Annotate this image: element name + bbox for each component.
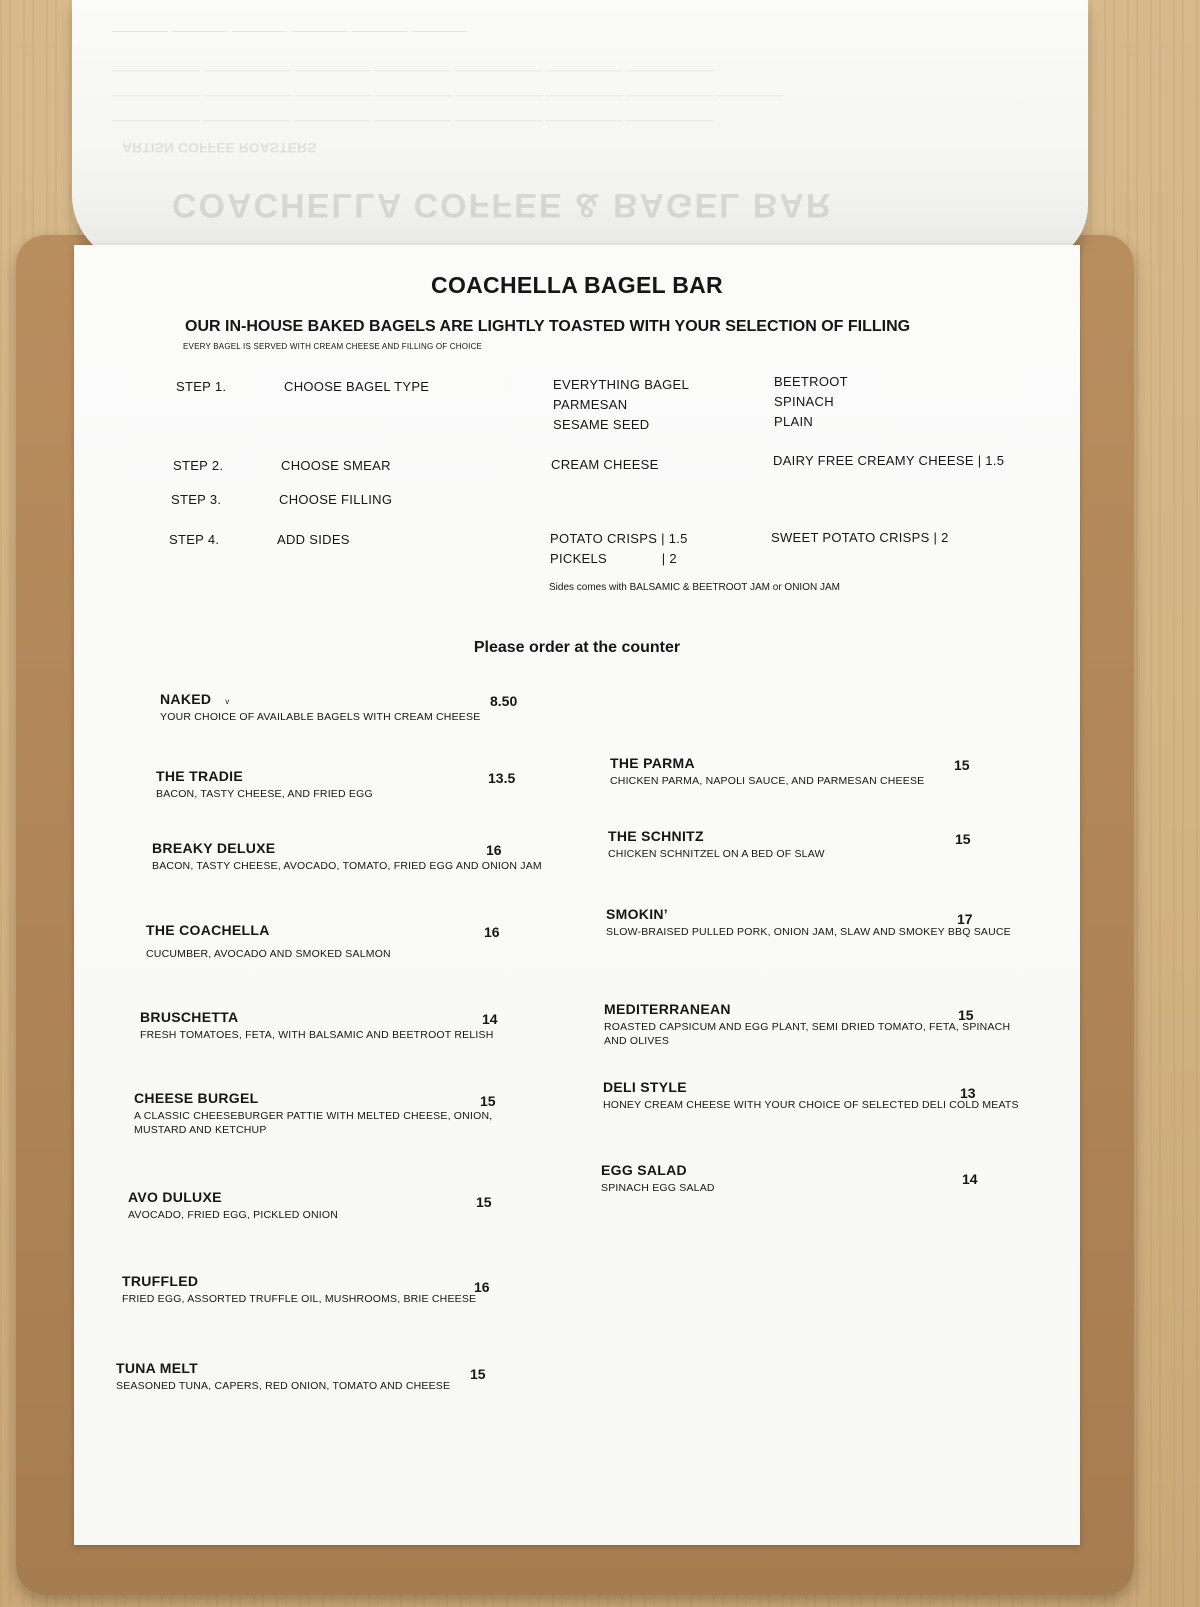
menu-item <box>610 755 950 788</box>
item-description: ROASTED CAPSICUM AND EGG PLANT, SEMI DRIED TOMATO, FETA, SPINACH AND OLIVES <box>604 1021 1011 1047</box>
option-parmesan: PARMESAN <box>553 397 628 412</box>
item-description: SPINACH EGG SALAD <box>601 1182 715 1194</box>
sides-note: Sides comes with BALSAMIC & BEETROOT JAM or ONION JAM <box>549 582 840 593</box>
menu-item <box>608 828 948 861</box>
menu-item <box>160 691 490 724</box>
menu-item <box>140 1009 500 1042</box>
option-everything-bagel: EVERYTHING BAGEL <box>553 377 690 392</box>
item-name: NAKED <box>160 691 212 707</box>
menu-item <box>134 1090 539 1137</box>
option-cream-cheese: CREAM CHEESE <box>551 457 659 472</box>
menu-note: EVERY BAGEL IS SERVED WITH CREAM CHEESE AND FILLING OF CHOICE <box>183 342 483 351</box>
item-name: THE COACHELLA <box>146 922 270 938</box>
option-sweet-potato-crisps: SWEET POTATO CRISPS | 2 <box>771 530 949 545</box>
item-description: YOUR CHOICE OF AVAILABLE BAGELS WITH CREAM CHEESE <box>160 711 481 723</box>
item-description: BACON, TASTY CHEESE, AND FRIED EGG <box>156 788 373 800</box>
flipped-back-page <box>72 0 1088 265</box>
menu-item <box>128 1189 458 1222</box>
item-price: 13.5 <box>488 770 516 786</box>
item-description: A CLASSIC CHEESEBURGER PATTIE WITH MELTED CHEESE, ONION, MUSTARD AND KETCHUP <box>134 1110 493 1136</box>
item-price: 16 <box>486 842 502 858</box>
step-3-label: STEP 3. <box>171 492 222 507</box>
step-4-action: ADD SIDES <box>277 532 350 547</box>
item-price: 16 <box>474 1279 490 1295</box>
item-description: FRESH TOMATOES, FETA, WITH BALSAMIC AND BEETROOT RELISH <box>140 1029 494 1041</box>
item-name: MEDITERRANEAN <box>604 1001 731 1017</box>
vegetarian-mark: v <box>225 697 230 706</box>
item-description: CHICKEN PARMA, NAPOLI SAUCE, AND PARMESAN CHEESE <box>610 775 925 787</box>
menu-page <box>74 245 1080 1545</box>
menu-title: COACHELLA BAGEL BAR <box>431 272 723 298</box>
option-pickels: PICKELS | 2 <box>550 551 677 566</box>
item-description: BACON, TASTY CHEESE, AVOCADO, TOMATO, FRIED EGG AND ONION JAM <box>152 860 542 872</box>
item-description: AVOCADO, FRIED EGG, PICKLED ONION <box>128 1209 339 1221</box>
item-price: 15 <box>480 1093 496 1109</box>
item-name: CHEESE BURGEL <box>134 1090 259 1106</box>
option-potato-crisps: POTATO CRISPS | 1.5 <box>550 531 688 546</box>
step-3-action: CHOOSE FILLING <box>279 492 393 507</box>
item-price: 15 <box>476 1194 492 1210</box>
item-price: 15 <box>958 1007 974 1023</box>
option-beetroot: BEETROOT <box>774 374 848 389</box>
menu-subtitle: OUR IN-HOUSE BAKED BAGELS ARE LIGHTLY TOASTED WITH YOUR SELECTION OF FILLING <box>185 318 911 335</box>
back-page-heading: COACHELLA COFFEE & BAGEL BAR <box>172 186 833 224</box>
step-1-label: STEP 1. <box>176 379 227 394</box>
back-page-faint-text: ———— ———— ———— ———— ———— ———— <box>112 25 468 41</box>
item-description: SLOW-BRAISED PULLED PORK, ONION JAM, SLAW AND SMOKEY BBQ SAUCE <box>606 926 1011 938</box>
back-page-faint-text: ———————— ———————— ——————— ——————— ———————— ——————— ———————— <box>112 65 714 77</box>
item-price: 13 <box>960 1085 976 1101</box>
order-at-counter-note: Please order at the counter <box>473 639 681 656</box>
item-name: TRUFFLED <box>122 1273 199 1289</box>
item-name: THE TRADIE <box>156 768 243 784</box>
item-name: BREAKY DELUXE <box>152 840 276 856</box>
bagel-types-col-1 <box>553 375 689 435</box>
item-price: 15 <box>954 757 970 773</box>
item-name: EGG SALAD <box>601 1162 687 1178</box>
item-price: 14 <box>962 1171 978 1187</box>
step-1-action: CHOOSE BAGEL TYPE <box>284 379 430 394</box>
item-name: TUNA MELT <box>116 1360 199 1376</box>
item-name: SMOKIN’ <box>606 906 668 922</box>
back-page-subheading: ARTISN COFFEE ROASTERS <box>122 140 317 156</box>
option-spinach: SPINACH <box>774 394 834 409</box>
item-description: SEASONED TUNA, CAPERS, RED ONION, TOMATO AND CHEESE <box>116 1380 451 1392</box>
item-price: 14 <box>482 1011 498 1027</box>
menu-item <box>156 768 486 801</box>
item-price: 16 <box>484 924 500 940</box>
item-description: HONEY CREAM CHEESE WITH YOUR CHOICE OF SELECTED DELI COLD MEATS <box>603 1099 1019 1111</box>
menu-item <box>601 1162 941 1195</box>
item-name: DELI STYLE <box>603 1079 687 1095</box>
item-name: AVO DULUXE <box>128 1189 222 1205</box>
menu-item <box>122 1273 482 1306</box>
sides-col-1 <box>550 529 688 569</box>
back-page-faint-text: ———————— ———————— ——————— ——————— ———————— ——————— ———————— <box>112 115 714 127</box>
item-price: 8.50 <box>490 693 518 709</box>
item-price: 17 <box>957 911 973 927</box>
step-4-label: STEP 4. <box>169 532 220 547</box>
item-name: BRUSCHETTA <box>140 1009 239 1025</box>
item-description: CHICKEN SCHNITZEL ON A BED OF SLAW <box>608 848 825 860</box>
item-price: 15 <box>470 1366 486 1382</box>
item-name: THE SCHNITZ <box>608 828 704 844</box>
option-plain: PLAIN <box>774 414 814 429</box>
menu-item <box>116 1360 476 1393</box>
item-description: FRIED EGG, ASSORTED TRUFFLE OIL, MUSHROOMS, BRIE CHEESE <box>122 1293 477 1305</box>
menu-item <box>146 922 476 961</box>
item-price: 15 <box>955 831 971 847</box>
bagel-types-col-2 <box>774 372 848 432</box>
option-dairy-free-cheese: DAIRY FREE CREAMY CHEESE | 1.5 <box>773 453 1005 468</box>
step-2-label: STEP 2. <box>173 458 224 473</box>
item-description: CUCUMBER, AVOCADO AND SMOKED SALMON <box>146 948 391 960</box>
option-sesame-seed: SESAME SEED <box>553 417 650 432</box>
step-2-action: CHOOSE SMEAR <box>281 458 391 473</box>
item-name: THE PARMA <box>610 755 695 771</box>
back-page-faint-text: ———————— ———————— ——————— ——————— ———————— ——————— ———————— —————— <box>112 90 783 102</box>
